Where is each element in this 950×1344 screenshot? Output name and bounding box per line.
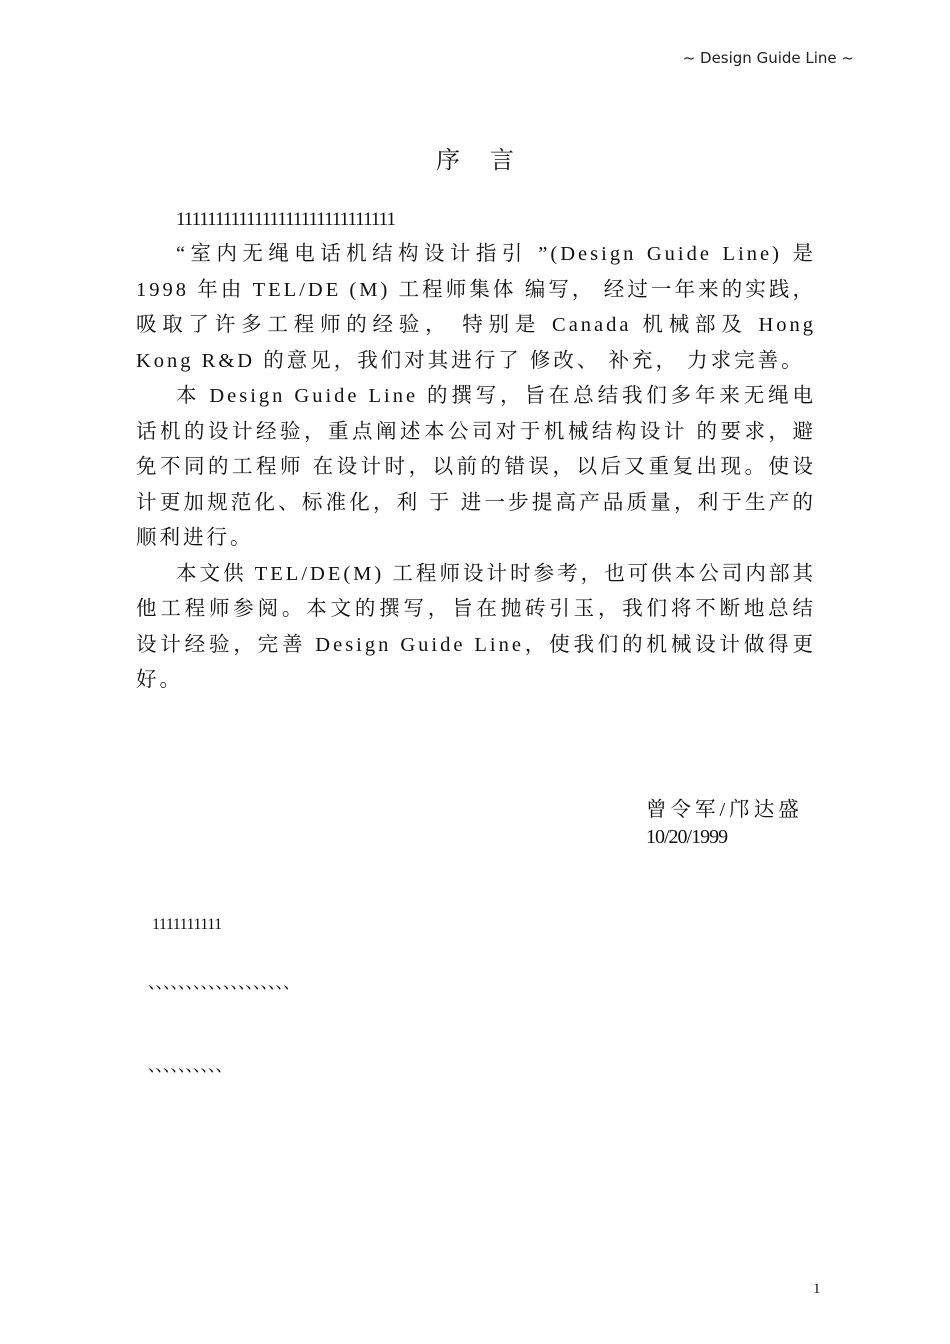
running-header: ~ Design Guide Line ~ <box>682 49 854 67</box>
page-title: 序言 <box>436 148 544 174</box>
paragraph-1: “室内无绳电话机结构设计指引 ”(Design Guide Line) 是 1998 年由 TEL/DE (M) 工程师集体 编写， 经过一年来的实践，吸取了许多工程师的经验， 特别是 Canada 机械部及 Hong Kong R&D 的意见，我们对其进行了 修改、 补充， 力求完善。 <box>136 243 816 372</box>
tick-marks-line-2: 、、、、、、、、、、 <box>148 1056 232 1075</box>
page-number: 1 <box>813 1281 821 1297</box>
signature-date: 10/20/1999 <box>646 826 728 848</box>
paragraph-2: 本 Design Guide Line 的撰写，旨在总结我们多年来无绳电话机的设计经验，重点阐述本公司对于机械结构设计 的要求，避免不同的工程师 在设计时，以前的错误，以后又重复出现。使设计更加规范化、标准化，利 于 进一步提高产品质量，利于生产的顺利进行。 <box>136 385 816 549</box>
preface-body <box>136 237 816 699</box>
placeholder-ones-bottom: 1111111111 <box>152 916 222 933</box>
tick-marks-line-1: 、、、、、、、、、、、、、、、、、、、 <box>148 973 299 992</box>
placeholder-ones-top: 1111111111111111111111111111 <box>176 209 395 230</box>
signature-names: 曾令军/邝达盛 <box>646 799 803 821</box>
paragraph-3: 本文供 TEL/DE(M) 工程师设计时参考，也可供本公司内部其他工程师参阅。本文的撰写，旨在抛砖引玉，我们将不断地总结设计经验，完善 Design Guide Line，使我们的机械设计做得更好。 <box>136 562 816 691</box>
